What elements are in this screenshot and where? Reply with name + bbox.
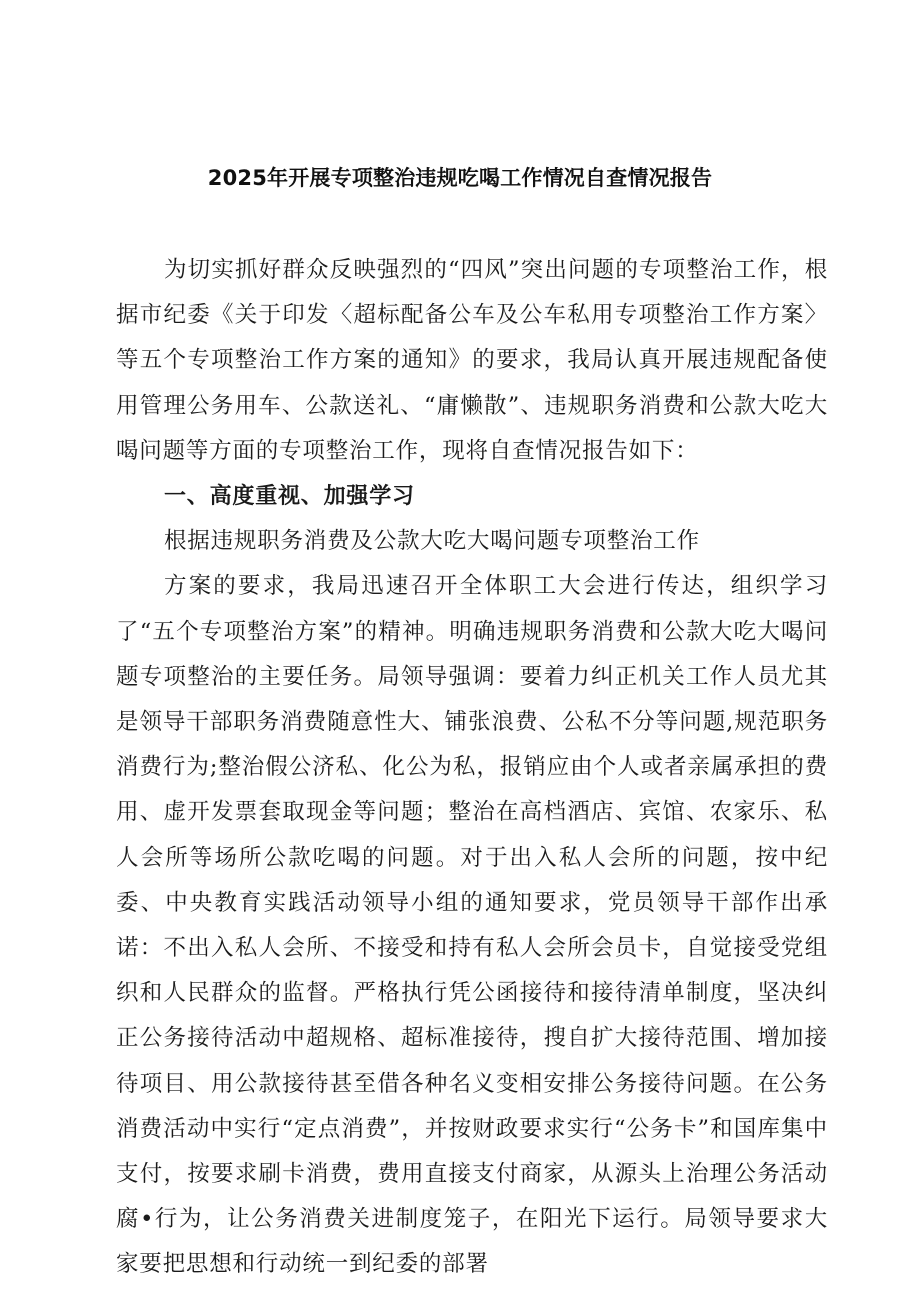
section-body-paragraph: 方案的要求，我局迅速召开全体职工大会进行传达，组织学习了“五个专项整治方案”的精神。明确违规职务消费和公款大吃大喝问题专项整治的主要任务。局领导强调：要着力纠正机关工作人员尤其是领导干部职务消费随意性大、铺张浪费、公私不分等问题,规范职务消费行为;整治假公济私、化公为私，报销应由个人或者亲属承担的费用、虚开发票套取现金等问题；整治在高档酒店、宾馆、农家乐、私人会所等场所公款吃喝的问题。对于出入私人会所的问题，按中纪委、中央教育实践活动领导小组的通知要求，党员领导干部作出承诺：不出入私人会所、不接受和持有私人会所会员卡，自觉接受党组织和人民群众的监督。严格执行凭公函接待和接待清单制度，坚决纠正公务接待活动中超规格、超标准接待，搜自扩大接待范围、增加接待项目、用公款接待甚至借各种名义变相安排公务接待问题。在公务消费活动中实行“定点消费”，并按财政要求实行“公务卡”和国库集中支付，按要求刷卡消费，费用直接支付商家，从源头上治理公务活动腐•行为，让公务消费关进制度笼子，在阳光下运行。局领导要求大家要把思想和行动统一到纪委的部署 xyxy=(116,573,828,1278)
document-body xyxy=(116,248,828,1288)
section-first-line: 根据违规职务消费及公款大吃大喝问题专项整治工作 xyxy=(164,528,700,555)
document-title: 2025年开展专项整治违规吃喝工作情况自查情况报告 xyxy=(207,166,713,190)
intro-paragraph: 为切实抓好群众反映强烈的“四风”突出问题的专项整治工作，根据市纪委《关于印发〈超标配备公车及公车私用专项整治工作方案〉等五个专项整治工作方案的通知》的要求，我局认真开展违规配备使用管理公务用车、公款送礼、“庸懒散”、违规职务消费和公款大吃大喝问题等方面的专项整治工作，现将自查情况报告如下： xyxy=(116,257,828,464)
section-heading: 一、高度重视、加强学习 xyxy=(164,484,415,510)
